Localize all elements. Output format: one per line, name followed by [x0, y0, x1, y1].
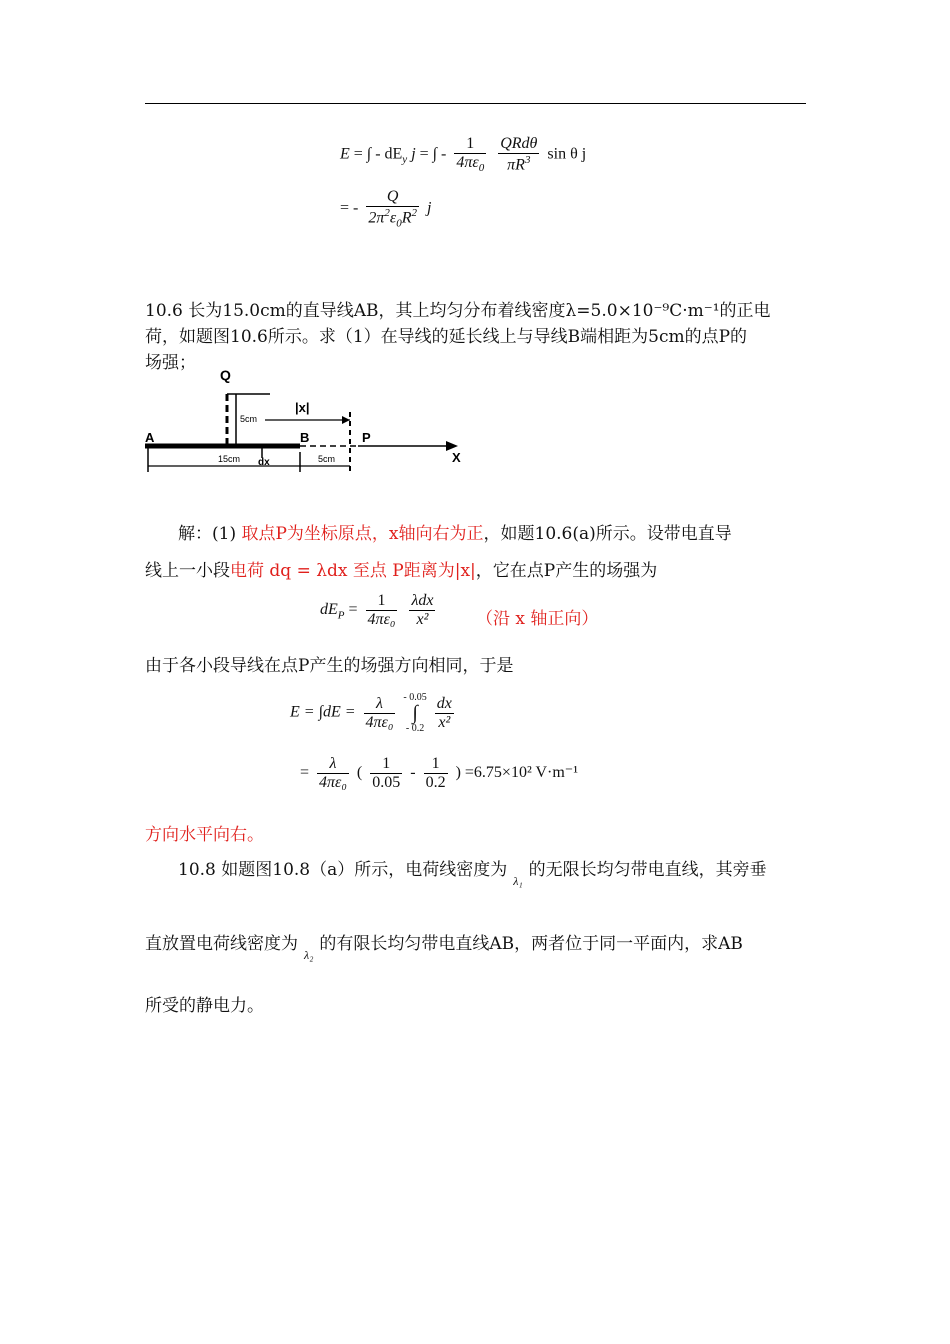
- frac1-den: [454, 154, 486, 174]
- r-minus: -: [410, 764, 416, 782]
- lambda1-symbol: λ₁: [513, 874, 523, 888]
- dEp-den2: x²: [416, 611, 429, 628]
- p108-l1a: 10.8 如题图10.8（a）所示，电荷线密度为: [178, 860, 508, 880]
- equation-E-result: [300, 755, 578, 792]
- r-f2-den: 0.2: [425, 774, 446, 791]
- solution-line1: [178, 519, 732, 544]
- figure-label-p: P: [362, 430, 371, 445]
- figure-label-x-axis: X: [452, 450, 461, 465]
- r-result: ) =6.75×10² V·m⁻¹: [455, 764, 579, 782]
- eq-rhs2: = ∫ -: [419, 145, 447, 163]
- E-int-frac: [435, 695, 454, 732]
- dEp-lhs: dE: [320, 601, 338, 619]
- integral-symbol: ∫: [412, 702, 418, 724]
- solution-line2: [145, 556, 657, 581]
- r-f2-num: 1: [424, 755, 448, 774]
- E-int-den: x²: [438, 713, 451, 731]
- eq-lhs: E: [340, 145, 350, 163]
- E-den: 4πε₀: [365, 713, 394, 731]
- eq-rhs1: = ∫ - dE: [353, 145, 403, 163]
- eq2-den-sup2: 2: [411, 207, 417, 219]
- eq2-tail: j: [426, 199, 432, 217]
- eq-frac2: [498, 135, 539, 174]
- figure-label-5cm-top: 5cm: [240, 414, 258, 424]
- eq2-eq: = -: [340, 199, 359, 217]
- r-paren: (: [356, 764, 363, 782]
- dEp-eq: =: [348, 601, 358, 619]
- r-f1-num: 1: [370, 755, 402, 774]
- r-frac2: [424, 755, 448, 792]
- eq2-den-sub: 0: [396, 217, 402, 230]
- frac2-den: [498, 154, 539, 174]
- eq2-den: [366, 207, 419, 230]
- eq-frac1: [454, 135, 486, 174]
- r-den: 4πε₀: [319, 774, 347, 791]
- solution-s1b: ，如题10.6(a)所示。设带电直导: [483, 524, 732, 544]
- dEp-direction-note: （沿 x 轴正向）: [476, 609, 599, 629]
- eq2-den-c: R: [401, 209, 412, 227]
- frac1-num: 1: [454, 135, 486, 154]
- r-eq: =: [300, 764, 310, 782]
- lambda2-symbol: λ₂: [304, 948, 314, 962]
- problem-10-6-line1: 10.6 长为15.0cm的直导线AB，其上均匀分布着线密度λ=5.0×10⁻⁹C·m⁻¹的正电: [145, 301, 771, 321]
- figure-label-b: B: [300, 430, 310, 445]
- problem-10-8-line3: 所受的静电力。: [145, 996, 264, 1016]
- solution-s1-red: 取点P为坐标原点，x轴向右为正: [241, 524, 484, 544]
- p108-l2a: 直放置电荷线密度为: [145, 934, 298, 954]
- frac2-den-sup: 3: [524, 154, 531, 166]
- eq2-den-b: ε: [389, 209, 397, 227]
- problem-10-6-line2: 荷，如题图10.6所示。求（1）在导线的延长线上与导线B端相距为5cm的点P的: [145, 327, 748, 347]
- solution-line3: 由于各小段导线在点P产生的场强方向相同，于是: [145, 656, 514, 676]
- equation-top-line1: [340, 135, 586, 174]
- r-f1-den: 0.05: [372, 774, 401, 791]
- equation-top-line2: [340, 188, 431, 230]
- solution-s2-red: 电荷 dq = λdx 至点 P距离为|x|: [230, 561, 476, 581]
- figure-label-x: |x|: [295, 400, 310, 415]
- equation-dEp: [320, 592, 439, 629]
- E-frac: [364, 695, 396, 732]
- p108-l2b: 的有限长均匀带电直线AB，两者位于同一平面内，求AB: [319, 934, 743, 954]
- E-int-num: dx: [436, 694, 452, 712]
- frac1-den-text: 4πε: [456, 154, 479, 172]
- eq-tail: sin θ j: [547, 145, 587, 163]
- header-rule: [145, 103, 806, 104]
- dEp-sub: P: [337, 609, 345, 622]
- figure-label-15cm: 15cm: [218, 454, 241, 464]
- solution-direction: 方向水平向右。: [145, 825, 264, 845]
- figure-label-a: A: [145, 430, 155, 445]
- dEp-frac2: [409, 592, 435, 629]
- frac2-num: QRdθ: [500, 135, 538, 152]
- dEp-num1: 1: [366, 592, 398, 611]
- p108-l1b: 的无限长均匀带电直线，其旁垂: [528, 860, 767, 880]
- eq2-frac: [366, 188, 419, 230]
- problem-10-8-line2: [145, 929, 743, 963]
- r-frac1: [370, 755, 402, 792]
- eq2-den-sup1: 2: [384, 207, 390, 219]
- solution-s2b: ，它在点P产生的场强为: [475, 561, 658, 581]
- r-frac: [317, 755, 349, 792]
- equation-E-integral: [290, 692, 458, 734]
- E-lhs: E = ∫dE =: [290, 703, 356, 721]
- figure-label-q: Q: [220, 367, 231, 383]
- dEp-frac1: [366, 592, 398, 629]
- E-integral-sign: [403, 692, 426, 734]
- eq2-num: Q: [366, 188, 419, 207]
- problem-10-6-line3: 场强；: [145, 353, 196, 373]
- solution-s1a: 解：(1): [178, 524, 242, 544]
- E-upper-limit: - 0.05: [403, 692, 427, 703]
- r-num: λ: [317, 755, 349, 774]
- E-lower-limit: - 0.2: [405, 723, 425, 734]
- solution-s2a: 线上一小段: [145, 561, 230, 581]
- figure-x-dim-arrow: [342, 416, 350, 424]
- eq-sub-y: y: [402, 153, 408, 166]
- figure-label-5cm-bottom: 5cm: [318, 454, 336, 464]
- E-num: λ: [364, 695, 396, 714]
- dEp-num2: λdx: [411, 592, 434, 609]
- dEp-den1: 4πε₀: [367, 611, 396, 628]
- eq-j1: j: [411, 145, 416, 163]
- problem-10-8-line1: [178, 855, 767, 889]
- frac2-den-text: πR: [507, 156, 525, 174]
- figure-10-6: [140, 362, 480, 477]
- eq2-den-a: 2π: [368, 209, 385, 227]
- figure-label-dx: dx: [258, 457, 270, 468]
- frac1-den-sub: 0: [478, 162, 485, 175]
